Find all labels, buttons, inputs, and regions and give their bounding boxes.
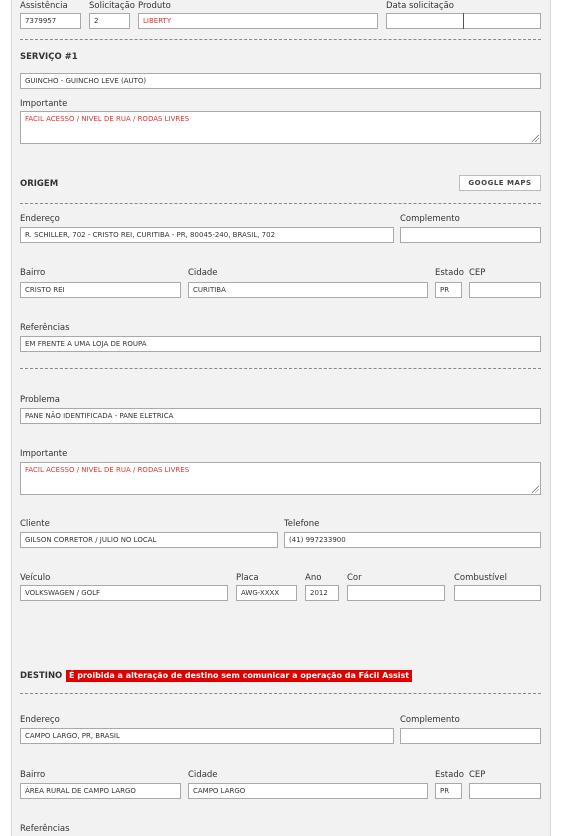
assistencia-field[interactable]: 7379957 [20,13,81,29]
veiculo-field[interactable]: VOLKSWAGEN / GOLF [20,585,228,601]
veiculo-label: Veículo [20,573,51,583]
origem-referencias-label: Referências [20,323,70,333]
date-field-divider [463,13,464,29]
ano-label: Ano [305,573,322,583]
origem-endereco-label: Endereço [20,214,60,224]
destino-referencias-label: Referências [20,824,70,834]
telefone-label: Telefone [284,519,320,529]
destino-estado-label: Estado [435,770,464,780]
destino-complemento-field[interactable] [400,728,541,744]
origem-bairro-label: Bairro [20,268,46,278]
servico-title: SERVIÇO #1 [20,52,78,62]
origem-cep-field[interactable] [469,282,541,298]
data-solicitacao-label: Data solicitação [386,1,455,11]
destino-cidade-field[interactable]: CAMPO LARGO [188,783,428,799]
resize-grip-icon[interactable] [532,486,539,493]
ano-field[interactable]: 2012 [305,585,339,601]
origem-cep-label: CEP [469,268,486,278]
problema-label: Problema [20,395,60,405]
divider [20,39,541,40]
destino-cep-field[interactable] [469,783,541,799]
origem-endereco-field[interactable]: R. SCHILLER, 702 - CRISTO REI, CURITIBA - PR, 80045-240, BRASIL, 702 [20,227,394,243]
produto-field[interactable]: LIBERTY [138,13,378,29]
destino-warning-badge: É proibida a alteração de destino sem comunicar a operação da Fácil Assist [66,670,412,682]
importante-textarea[interactable] [20,111,541,144]
assistencia-label: Assistência [20,1,68,11]
problema-field[interactable]: PANE NÃO IDENTIFICADA - PANE ELETRICA [20,408,541,424]
importante2-label: Importante [20,449,68,459]
destino-estado-field[interactable]: PR [435,783,462,799]
destino-cep-label: CEP [469,770,486,780]
divider [20,693,541,694]
telefone-field[interactable]: (41) 997233900 [284,532,541,548]
divider [20,203,541,204]
origem-title: ORIGEM [20,179,59,189]
destino-title: DESTINO [20,671,63,681]
cor-label: Cor [347,573,362,583]
solicitacao-label: Solicitação [89,1,135,11]
importante2-textarea[interactable] [20,462,541,495]
destino-complemento-label: Complemento [400,715,460,725]
destino-cidade-label: Cidade [188,770,218,780]
cliente-field[interactable]: GILSON CORRETOR / JULIO NO LOCAL [20,532,278,548]
google-maps-button[interactable]: GOOGLE MAPS [459,175,541,191]
origem-cidade-field[interactable]: CURITIBA [188,282,428,298]
placa-label: Placa [236,573,259,583]
origem-cidade-label: Cidade [188,268,218,278]
resize-grip-icon[interactable] [532,135,539,142]
destino-bairro-label: Bairro [20,770,46,780]
cor-field[interactable] [347,585,445,601]
destino-endereco-field[interactable]: CAMPO LARGO, PR, BRASIL [20,728,394,744]
produto-label: Produto [138,1,171,11]
combustivel-label: Combustível [454,573,507,583]
solicitacao-field[interactable]: 2 [89,13,130,29]
divider [20,368,541,369]
importante2-text: FACIL ACESSO / NIVEL DE RUA / RODAS LIVRES [25,466,190,474]
origem-estado-label: Estado [435,268,464,278]
combustivel-field[interactable] [454,585,541,601]
destino-endereco-label: Endereço [20,715,60,725]
importante-text: FACIL ACESSO / NIVEL DE RUA / RODAS LIVRES [25,115,190,123]
importante-label: Importante [20,99,68,109]
origem-referencias-field[interactable]: EM FRENTE A UMA LOJA DE ROUPA [20,336,541,352]
placa-field[interactable]: AWG-XXXX [236,585,297,601]
origem-estado-field[interactable]: PR [435,282,462,298]
origem-bairro-field[interactable]: CRISTO REI [20,282,181,298]
origem-complemento-field[interactable] [400,227,541,243]
servico-field[interactable]: GUINCHO - GUINCHO LEVE (AUTO) [20,73,541,89]
origem-complemento-label: Complemento [400,214,460,224]
cliente-label: Cliente [20,519,50,529]
destino-bairro-field[interactable]: ÁREA RURAL DE CAMPO LARGO [20,783,181,799]
